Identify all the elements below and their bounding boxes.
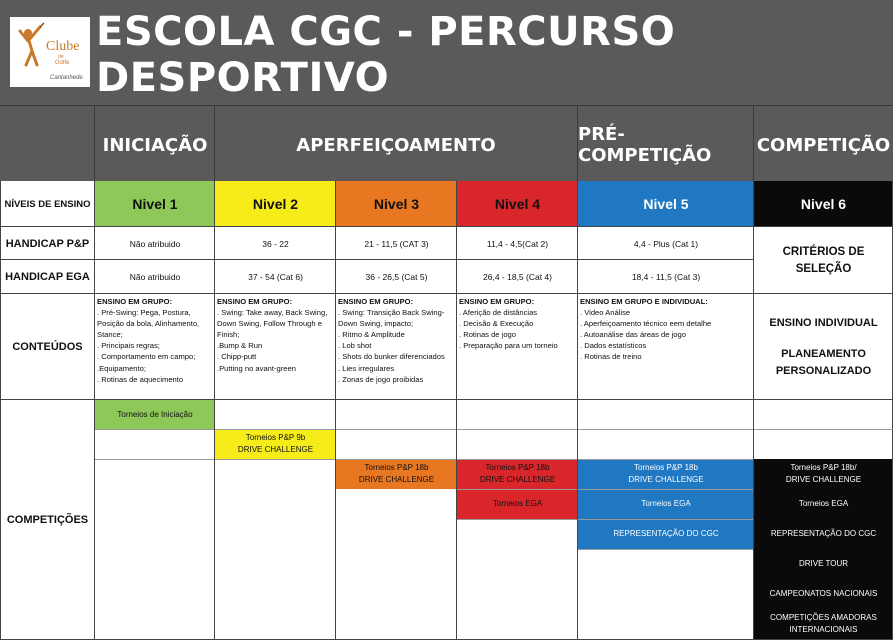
conteudo-item: . Swing: Transição Back Swing-Down Swing, impacto; [338,308,445,329]
level-3: Nivel 3 [336,181,457,227]
conteudo-item: . Rotinas de aquecimento [97,374,184,384]
row-label-competicoes: COMPETIÇÕES [6,514,89,526]
header-sep [214,106,215,181]
grid-line [0,181,1,640]
event-torneios-iniciacao [95,400,215,429]
conteudo-head: ENSINO EM GRUPO: [338,297,414,306]
event-label: DRIVE CHALLENGE [628,475,704,484]
event-n6-1 [754,459,893,489]
header-sep [753,106,754,181]
event-label: DRIVE TOUR [798,559,849,568]
event-n6-6 [754,609,893,639]
grid-line [456,181,457,640]
hega-5: 18,4 - 11,5 (Cat 3) [631,272,701,282]
conteudo-item: . Swing: Take away, Back Swing, Down Swing, Follow Through e Finish; [217,308,328,340]
club-logo [10,17,90,87]
grid-line [577,181,578,640]
level-4: Nivel 4 [457,181,578,227]
event-label: REPRESENTAÇÃO DO CGC [613,529,719,538]
hpp-2: 36 - 22 [262,238,289,249]
event-n5a [578,459,754,489]
event-label: DRIVE CHALLENGE [358,475,435,484]
event-n2 [215,429,336,459]
event-label: Torneios P&P 18b [364,463,429,472]
event-label: Torneios EGA [798,499,849,508]
grid-line [753,181,754,640]
grid-line [94,181,95,640]
conteudo-item: . Lies irregulares [338,363,395,373]
event-n4b [457,489,578,519]
event-label: CAMPEONATOS NACIONAIS [769,589,878,598]
event-label: Torneios P&P 18b [485,463,550,472]
phase-competicao: COMPETIÇÃO [756,134,891,156]
logo-place: Cantanhede [50,75,83,81]
event-label: Torneios EGA [641,499,691,508]
hpp-3: 21 - 11,5 (CAT 3) [364,238,429,249]
conteudo-4 [457,294,578,400]
grid-line [0,259,754,260]
conteudo-item: . Rotinas de jogo [459,330,516,340]
hega-1: Não atribuido [129,272,181,282]
event-n6-3 [754,519,893,549]
conteudo-head: ENSINO EM GRUPO: [97,297,173,306]
planeamento-personalizado: PLANEAMENTO PERSONALIZADO [775,347,872,377]
grid-line [578,549,754,550]
conteudo-item: . Dados estatísticos [580,341,647,351]
grid-line [95,429,754,430]
event-label: REPRESENTAÇÃO DO CGC [770,529,877,538]
conteudo-head: ENSINO EM GRUPO: [217,297,293,306]
conteudo-item: . Ritmo & Amplitude [338,330,405,340]
row-label-hpp: HANDICAP P&P [5,237,90,250]
conteudo-item: .Bump & Run [217,341,263,351]
event-n5c [578,519,754,549]
grid-line [754,429,893,430]
level-2: Nivel 2 [215,181,336,227]
event-label: Torneios P&P 18b [634,463,698,472]
header-sep [577,106,578,181]
row-label-conteudos: CONTEÚDOS [12,341,83,353]
grid-line [0,226,893,227]
event-label: COMPETIÇÕES AMADORAS [770,613,877,622]
event-n3 [336,459,457,489]
grid-line [457,489,754,490]
hega-4: 26,4 - 18,5 (Cat 4) [483,272,552,282]
conteudo-item: .Equipamento; [97,363,146,373]
event-n6-4 [754,549,893,579]
event-label: Torneios de Iniciação [117,409,193,419]
conteudo-1 [95,294,215,400]
phase-aperfeicoamento: APERFEIÇOAMENTO [296,134,496,156]
conteudo-2 [215,294,336,400]
grid-line [214,181,215,640]
conteudo-head: ENSINO EM GRUPO E INDIVIDUAL: [580,297,708,306]
conteudo-head: ENSINO EM GRUPO: [459,297,535,306]
event-label: INTERNACIONAIS [789,625,858,634]
conteudo-item: . Video Análise [580,308,631,318]
grid-line [457,519,754,520]
event-n4a [457,459,578,489]
conteudo-item: . Zonas de jogo proibidas [338,374,424,384]
event-label: Torneios EGA [492,499,543,508]
conteudo-item: . Pré-Swing: Pega, Postura, Posição da bola, Alinhamento, Stance; [97,308,200,340]
logo-sub2: Golfe [55,60,70,66]
ensino-individual: ENSINO INDIVIDUAL [769,316,878,329]
phase-iniciacao: INICIAÇÃO [102,134,208,156]
header-sep [94,106,95,181]
conteudo-3 [336,294,457,400]
grid-line [0,399,893,400]
conteudo-item: . Autoanálise das áreas de jogo [580,330,686,340]
level-1: Nivel 1 [95,181,215,227]
conteudo-item: . Comportamento em campo; [97,352,196,362]
conteudo-item: .Putting no avant-green [217,363,296,373]
event-n5b [578,489,754,519]
hega-3: 36 - 26,5 (Cat 5) [365,272,428,282]
conteudo-item: . Preparação para um torneio [459,341,558,351]
grid-line [95,459,754,460]
level-5: Nivel 5 [578,181,754,227]
conteudo-item: . Aperfeiçoamento técnico eem detalhe [580,319,712,329]
conteudo-5 [578,294,754,400]
row-label-niveis: NÍVEIS DE ENSINO [4,198,91,210]
logo-name: Clube [46,39,80,54]
conteudo-item: . Lob shot [338,341,372,351]
hega-2: 37 - 54 (Cat 6) [248,272,303,282]
conteudo-item: . Aferição de distâncias [459,308,538,318]
event-label: DRIVE CHALLENGE [237,445,314,454]
event-label: DRIVE CHALLENGE [479,475,556,484]
hpp-1: Não atribuido [129,238,181,249]
event-label: Torneios P&P 9b [245,433,306,442]
conteudo-item: . Chipp-putt [217,352,257,362]
phase-pre-competicao: PRÉ-COMPETIÇÃO [578,124,712,166]
conteudo-6 [754,294,893,400]
logo-sub: de [58,54,64,60]
event-n6-5 [754,579,893,609]
event-n6-2 [754,489,893,519]
event-label: DRIVE CHALLENGE [785,475,862,484]
level-6: Nivel 6 [754,181,893,227]
hpp-4: 11,4 - 4,5(Cat 2) [486,238,549,249]
title-divider [0,105,893,106]
conteudo-item: . Rotinas de treino [580,352,642,362]
conteudo-item: . Decisão & Execução [459,319,534,329]
grid-line [0,293,893,294]
conteudo-item: . Principais regras; [97,341,160,351]
event-label: Torneios P&P 18b/ [790,463,857,472]
page-title: ESCOLA CGC - PERCURSO DESPORTIVO [96,9,676,101]
grid-line [335,181,336,640]
conteudo-item: . Shots do bunker diferenciados [338,352,445,362]
hpp-5: 4,4 - Plus (Cat 1) [633,238,699,249]
row-label-hega: HANDICAP EGA [5,271,90,283]
criterios-selecao: CRITÉRIOS DE SELEÇÃO [782,245,865,275]
